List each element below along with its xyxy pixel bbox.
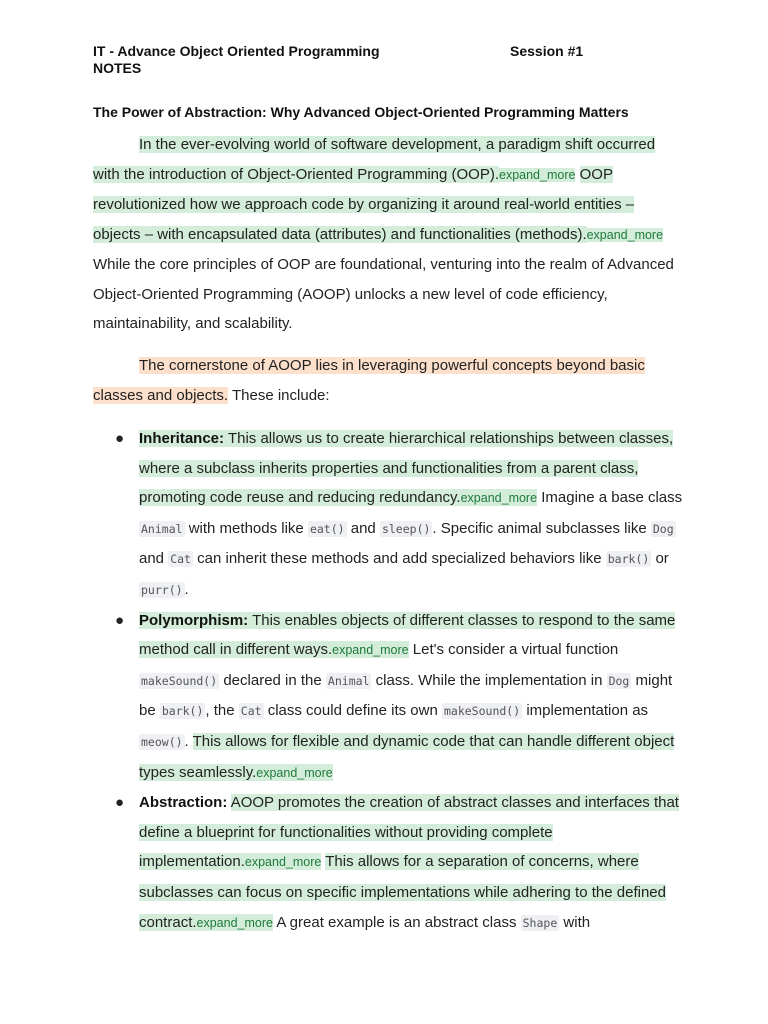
highlighted-sentence: This allows for flexible and dynamic code that can handle different object types seamlessly.: [139, 732, 675, 781]
list-item-abstraction: [93, 788, 683, 938]
item-text: might be: [139, 671, 673, 720]
expand-more-link[interactable]: expand_more: [256, 765, 333, 780]
highlighted-sentence: OOP revolutionized how we approach code by organizing it around real-world entities – objects – with encapsulated data (attributes) and functionalities (methods).: [93, 165, 635, 243]
list-item-polymorphism: [93, 606, 683, 789]
item-text: and: [139, 550, 165, 568]
code-snippet: makeSound(): [443, 704, 521, 719]
highlighted-sentence: The cornerstone of AOOP lies in leveraging powerful concepts beyond basic classes and objects.: [93, 357, 645, 404]
code-snippet: Shape: [522, 915, 558, 930]
item-text: Let's consider a virtual function: [412, 641, 619, 659]
highlighted-sentence: This enables objects of different classes to respond to the same method call in different ways.: [139, 611, 676, 659]
item-text: and: [350, 519, 376, 537]
code-snippet: Dog: [608, 673, 630, 688]
code-snippet: eat(): [309, 521, 345, 536]
item-text: implementation as: [526, 702, 649, 720]
term-label: Abstraction:: [139, 794, 228, 812]
item-text: . Specific animal subclasses like: [432, 519, 647, 537]
paragraph-text: These include:: [231, 386, 330, 404]
expand-more-link[interactable]: expand_more: [196, 915, 273, 930]
code-snippet: Cat: [240, 704, 262, 719]
highlighted-sentence: This allows for a separation of concerns, where subclasses can focus on specific implementations while adhering to the defined contract.: [139, 853, 666, 931]
course-title: IT - Advance Object Oriented Programming: [93, 43, 380, 59]
item-text: with: [563, 913, 591, 931]
bullet-icon: ●: [115, 430, 125, 447]
code-snippet: makeSound(): [141, 673, 218, 688]
code-snippet: Animal: [141, 521, 183, 536]
highlighted-sentence: AOOP promotes the creation of abstract classes and interfaces that define a blueprint for functionalities without providing complete implementation.: [139, 794, 679, 871]
highlighted-sentence: In the ever-evolving world of software development, a paradigm shift occurred with the introduction of Object-Oriented Programming (OOP).: [93, 136, 656, 183]
item-text: .: [184, 580, 189, 598]
document-header: [93, 43, 380, 77]
intro-paragraph: [93, 130, 683, 339]
item-text: class. While the implementation in: [375, 671, 603, 689]
expand-more-link[interactable]: expand_more: [332, 643, 409, 658]
code-snippet: Cat: [170, 552, 191, 567]
code-snippet: bark(): [161, 704, 204, 719]
item-text: declared in the: [223, 671, 322, 689]
bullet-icon: ●: [115, 794, 125, 812]
item-text: .: [184, 732, 189, 750]
notes-label: NOTES: [93, 60, 142, 76]
term-label: Inheritance:: [139, 430, 225, 447]
code-snippet: sleep(): [381, 521, 431, 536]
expand-more-link[interactable]: expand_more: [460, 491, 538, 506]
item-text: , the: [205, 702, 235, 720]
list-item-inheritance: [93, 424, 683, 606]
item-text: can inherit these methods and add specialized behaviors like: [197, 550, 602, 568]
item-text: Imagine a base class: [541, 489, 683, 507]
paragraph-text: While the core principles of OOP are foundational, venturing into the realm of Advanced Object-Oriented Programming (AOOP) unlocks a new level of code efficiency, maintainability, and scalability.: [93, 256, 674, 332]
term-label: Polymorphism:: [139, 611, 249, 629]
item-text: A great example is an abstract class: [276, 913, 517, 931]
concept-list: [93, 424, 683, 938]
session-label: Session #1: [510, 43, 584, 59]
expand-more-link[interactable]: expand_more: [244, 855, 322, 870]
item-text: class could define its own: [267, 702, 438, 720]
highlighted-sentence: This allows us to create hierarchical relationships between classes, where a subclass inherits properties and functionalities from a parent class, promoting code reuse and reducing redundancy.: [139, 430, 674, 507]
code-snippet: bark(): [607, 552, 650, 567]
item-text: with methods like: [188, 519, 304, 537]
code-snippet: Animal: [327, 673, 370, 688]
document-title: The Power of Abstraction: Why Advanced Object-Oriented Programming Matters: [93, 104, 629, 120]
concepts-paragraph: [93, 351, 683, 410]
bullet-icon: ●: [115, 611, 125, 629]
expand-more-link[interactable]: expand_more: [499, 167, 576, 182]
code-snippet: Dog: [652, 521, 674, 536]
code-snippet: meow(): [141, 734, 183, 749]
expand-more-link[interactable]: expand_more: [586, 227, 664, 242]
code-snippet: purr(): [141, 582, 183, 597]
item-text: or: [655, 550, 669, 568]
